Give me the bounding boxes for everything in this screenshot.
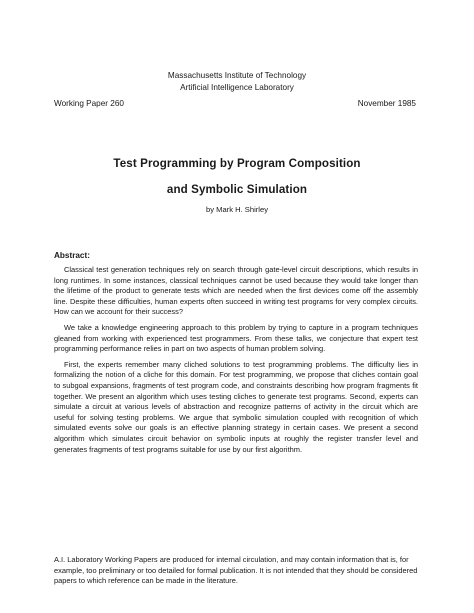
abstract-heading: Abstract: xyxy=(54,251,90,260)
author-line: by Mark H. Shirley xyxy=(205,205,269,214)
working-paper-number: Working Paper 260 xyxy=(54,99,124,108)
paper-meta-row xyxy=(54,99,416,108)
footer-text: A.I. Laboratory Working Papers are produced for internal circulation, and may contain information that is, for example, too preliminary or too detailed for formal publication. It is not intended that they should be considered papers to which reference can be made in the literature. xyxy=(54,555,418,586)
title-line-1: Test Programming by Program Composition xyxy=(113,157,361,170)
publication-date: November 1985 xyxy=(357,99,416,108)
abstract-paragraph: First, the experts remember many cliched solutions to test programming problems. The difficulty lies in formalizing the notion of a cliche for this domain. For test programming, we propose that cliches contain goal to subgoal expansions, fragments of test program code, and constraints describing how program fragments fit together. We present an algorithm which uses testing cliches to generate test programs. Second, experts can simulate a circuit at various levels of abstraction and recognize patterns of activity in the circuit which are useful for solving testing problems. We argue that symbolic simulation coupled with recognition of which simulated events solve our goals is an effective planning strategy in certain cases. We present a second algorithm which simulates circuit behavior on symbolic inputs at roughly the register transfer level and generates fragments of test programs suitable for use by our first algorithm. xyxy=(54,359,418,454)
title-line-2: and Symbolic Simulation xyxy=(166,183,308,196)
abstract-paragraph: We take a knowledge engineering approach to this problem by trying to capture in a program techniques gleaned from working with experienced test programmers. From these talks, we conjecture that expert test programming performance relies in part on two aspects of human problem solving. xyxy=(54,322,418,354)
laboratory-name: Artificial Intelligence Laboratory xyxy=(180,83,294,92)
footer-notice xyxy=(54,555,418,587)
paper-title xyxy=(0,151,474,203)
abstract-body xyxy=(54,265,418,460)
institution-name: Massachusetts Institute of Technology xyxy=(167,71,307,80)
abstract-paragraph: Classical test generation techniques rely on search through gate-level circuit descriptions, which results in long runtimes. In some instances, classical techniques cannot be used because they would take longer than the lifetime of the product to generate tests which are needed when the first devices come off the assembly line. Despite these difficulties, human experts often succeed in writing test programs for very complex circuits. How can we account for their success? xyxy=(54,265,418,317)
institution-block xyxy=(0,70,474,94)
